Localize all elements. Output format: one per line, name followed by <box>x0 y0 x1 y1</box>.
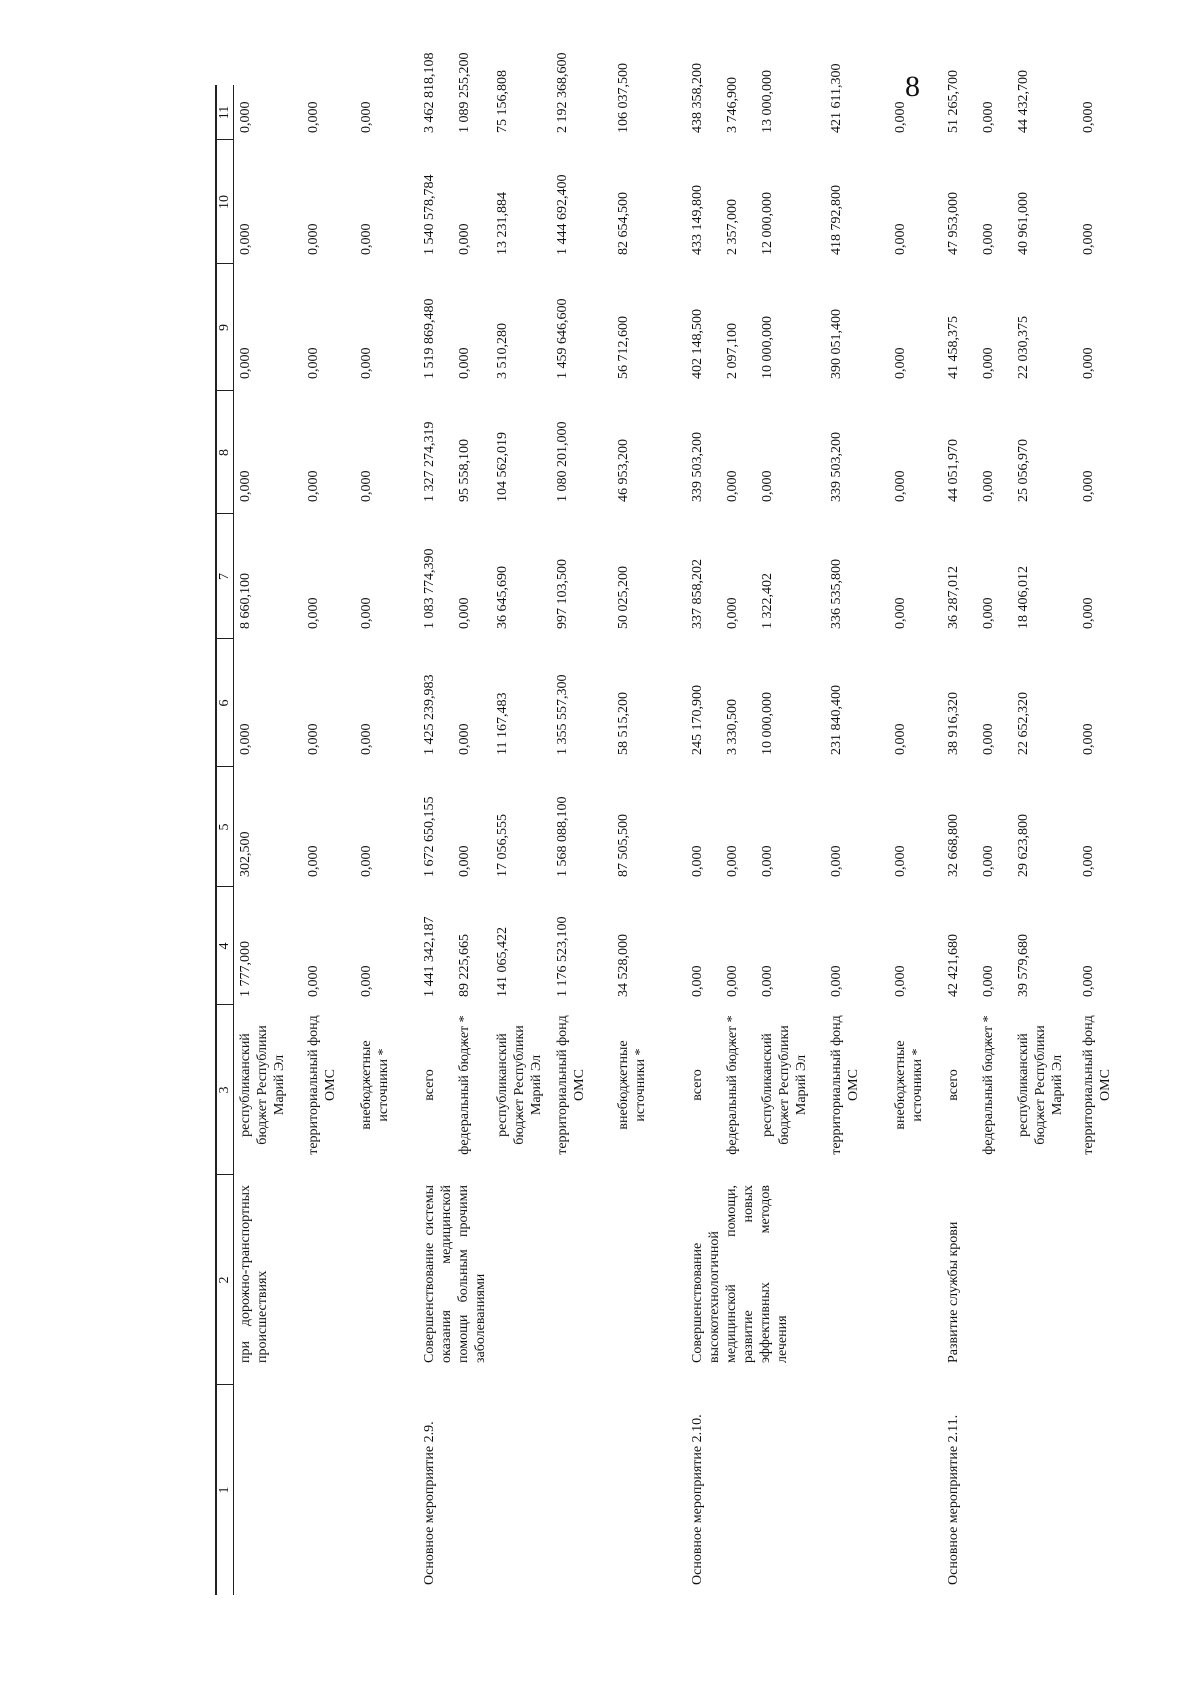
header-bottom-rule <box>233 85 234 1595</box>
amount-cell: 1 327 274,319 <box>422 421 437 502</box>
amount-cell: 32 668,800 <box>946 814 961 877</box>
measure-code: Основное мероприятие 2.10. <box>690 1414 705 1585</box>
budget-table <box>215 52 1113 1595</box>
amount-cell: 11 167,483 <box>495 692 510 755</box>
funding-source: республиканский бюджет Республики Марий Эл <box>760 1025 809 1145</box>
amount-cell: 0,000 <box>1081 347 1096 379</box>
amount-cell: 0,000 <box>306 223 321 255</box>
amount-cell: 3 330,500 <box>725 699 740 755</box>
amount-cell: 13 000,000 <box>760 70 775 133</box>
amount-cell: 41 458,375 <box>946 316 961 379</box>
amount-cell: 0,000 <box>457 597 472 629</box>
amount-cell: 0,000 <box>306 845 321 877</box>
amount-cell: 58 515,200 <box>616 692 631 755</box>
amount-cell: 0,000 <box>690 845 705 877</box>
column-header-8: 8 <box>217 449 232 456</box>
page-number: 8 <box>905 70 920 103</box>
measure-code: Основное мероприятие 2.11. <box>946 1414 961 1585</box>
amount-cell: 10 000,000 <box>760 316 775 379</box>
funding-source: территориальный фонд ОМС <box>1081 1015 1113 1155</box>
amount-cell: 1 080 201,000 <box>555 421 570 502</box>
column-header-11: 11 <box>217 105 232 120</box>
measure-code: Основное мероприятие 2.9. <box>422 1421 437 1585</box>
amount-cell: 95 558,100 <box>457 439 472 502</box>
amount-cell: 141 065,422 <box>495 927 510 997</box>
amount-cell: 245 170,900 <box>690 685 705 755</box>
measure-description: Развитие службы крови <box>946 1221 961 1363</box>
amount-cell: 0,000 <box>725 845 740 877</box>
amount-cell: 50 025,200 <box>616 566 631 629</box>
funding-source: всего <box>690 1069 705 1101</box>
amount-cell: 106 037,500 <box>616 63 631 133</box>
amount-cell: 0,000 <box>981 597 996 629</box>
amount-cell: 0,000 <box>893 723 908 755</box>
amount-cell: 421 611,300 <box>829 63 844 133</box>
amount-cell: 18 406,012 <box>1016 566 1031 629</box>
amount-cell: 22 030,375 <box>1016 316 1031 379</box>
amount-cell: 0,000 <box>306 347 321 379</box>
amount-cell: 0,000 <box>725 965 740 997</box>
measure-description: при дорожно-транспортных происшествиях <box>238 1185 270 1363</box>
amount-cell: 0,000 <box>238 347 253 379</box>
amount-cell: 231 840,400 <box>829 685 844 755</box>
amount-cell: 3 510,280 <box>495 323 510 379</box>
amount-cell: 39 579,680 <box>1016 934 1031 997</box>
amount-cell: 997 103,500 <box>555 559 570 629</box>
amount-cell: 1 672 650,155 <box>422 796 437 877</box>
amount-cell: 36 287,012 <box>946 566 961 629</box>
amount-cell: 1 568 088,100 <box>555 796 570 877</box>
amount-cell: 34 528,000 <box>616 934 631 997</box>
amount-cell: 0,000 <box>981 223 996 255</box>
amount-cell: 0,000 <box>238 223 253 255</box>
amount-cell: 0,000 <box>829 845 844 877</box>
amount-cell: 104 562,019 <box>495 432 510 502</box>
amount-cell: 0,000 <box>238 723 253 755</box>
amount-cell: 12 000,000 <box>760 192 775 255</box>
amount-cell: 38 916,320 <box>946 692 961 755</box>
amount-cell: 75 156,808 <box>495 70 510 133</box>
amount-cell: 0,000 <box>893 965 908 997</box>
amount-cell: 10 000,000 <box>760 692 775 755</box>
amount-cell: 1 777,000 <box>238 941 253 997</box>
amount-cell: 0,000 <box>893 101 908 133</box>
amount-cell: 0,000 <box>306 101 321 133</box>
funding-source: внебюджетные источники * <box>359 1040 391 1130</box>
amount-cell: 0,000 <box>359 597 374 629</box>
amount-cell: 46 953,200 <box>616 439 631 502</box>
amount-cell: 3 746,900 <box>725 77 740 133</box>
amount-cell: 42 421,680 <box>946 934 961 997</box>
amount-cell: 0,000 <box>981 470 996 502</box>
amount-cell: 2 192 368,600 <box>555 52 570 133</box>
amount-cell: 0,000 <box>359 723 374 755</box>
funding-source: внебюджетные источники * <box>616 1040 648 1130</box>
amount-cell: 0,000 <box>1081 101 1096 133</box>
amount-cell: 0,000 <box>306 965 321 997</box>
amount-cell: 1 425 239,983 <box>422 674 437 755</box>
amount-cell: 87 505,500 <box>616 814 631 877</box>
amount-cell: 1 176 523,100 <box>555 916 570 997</box>
amount-cell: 89 225,665 <box>457 934 472 997</box>
amount-cell: 0,000 <box>981 723 996 755</box>
amount-cell: 0,000 <box>457 347 472 379</box>
amount-cell: 0,000 <box>1081 597 1096 629</box>
amount-cell: 1 519 869,480 <box>422 298 437 379</box>
funding-source: территориальный фонд ОМС <box>829 1015 861 1155</box>
amount-cell: 0,000 <box>457 845 472 877</box>
amount-cell: 44 432,700 <box>1016 70 1031 133</box>
amount-cell: 0,000 <box>893 597 908 629</box>
amount-cell: 0,000 <box>760 470 775 502</box>
amount-cell: 13 231,884 <box>495 192 510 255</box>
amount-cell: 0,000 <box>893 470 908 502</box>
column-header-1: 1 <box>217 1486 232 1494</box>
amount-cell: 40 961,000 <box>1016 192 1031 255</box>
amount-cell: 0,000 <box>1081 965 1096 997</box>
amount-cell: 339 503,200 <box>829 432 844 502</box>
amount-cell: 8 660,100 <box>238 573 253 629</box>
amount-cell: 0,000 <box>238 101 253 133</box>
amount-cell: 1 089 255,200 <box>457 52 472 133</box>
amount-cell: 0,000 <box>306 470 321 502</box>
amount-cell: 0,000 <box>1081 223 1096 255</box>
measure-description: Совершенствование системы оказания медицинской помощи больным прочими заболеваниями <box>422 1185 488 1363</box>
amount-cell: 433 149,800 <box>690 185 705 255</box>
amount-cell: 336 535,800 <box>829 559 844 629</box>
funding-source: республиканский бюджет Республики Марий Эл <box>238 1025 287 1145</box>
amount-cell: 2 357,000 <box>725 199 740 255</box>
amount-cell: 0,000 <box>359 347 374 379</box>
column-header-5: 5 <box>217 823 232 831</box>
amount-cell: 1 355 557,300 <box>555 674 570 755</box>
amount-cell: 0,000 <box>760 845 775 877</box>
amount-cell: 0,000 <box>359 965 374 997</box>
amount-cell: 3 462 818,108 <box>422 52 437 133</box>
amount-cell: 0,000 <box>1081 470 1096 502</box>
amount-cell: 44 051,970 <box>946 439 961 502</box>
column-header-7: 7 <box>217 573 232 580</box>
amount-cell: 302,500 <box>238 831 253 877</box>
amount-cell: 0,000 <box>893 347 908 379</box>
amount-cell: 0,000 <box>1081 845 1096 877</box>
amount-cell: 2 097,100 <box>725 323 740 379</box>
amount-cell: 0,000 <box>359 223 374 255</box>
amount-cell: 0,000 <box>306 597 321 629</box>
column-header-10: 10 <box>217 195 232 209</box>
amount-cell: 47 953,000 <box>946 192 961 255</box>
amount-cell: 1 540 578,784 <box>422 174 437 255</box>
amount-cell: 17 056,555 <box>495 814 510 877</box>
funding-source: всего <box>422 1069 437 1101</box>
amount-cell: 0,000 <box>457 223 472 255</box>
funding-source: всего <box>946 1069 961 1101</box>
amount-cell: 0,000 <box>760 965 775 997</box>
amount-cell: 0,000 <box>981 101 996 133</box>
funding-source: внебюджетные источники * <box>893 1040 925 1130</box>
funding-source: федеральный бюджет * <box>725 1015 740 1155</box>
column-header-4: 4 <box>217 942 232 950</box>
amount-cell: 0,000 <box>981 845 996 877</box>
column-header-6: 6 <box>217 699 232 707</box>
column-header-9: 9 <box>217 324 232 331</box>
amount-cell: 0,000 <box>981 965 996 997</box>
funding-source: федеральный бюджет * <box>457 1015 472 1155</box>
amount-cell: 0,000 <box>893 845 908 877</box>
amount-cell: 0,000 <box>725 597 740 629</box>
column-header-3: 3 <box>217 1086 232 1094</box>
amount-cell: 0,000 <box>306 723 321 755</box>
amount-cell: 0,000 <box>359 101 374 133</box>
funding-source: республиканский бюджет Республики Марий Эл <box>1016 1025 1065 1145</box>
amount-cell: 82 654,500 <box>616 192 631 255</box>
amount-cell: 1 444 692,400 <box>555 174 570 255</box>
amount-cell: 438 358,200 <box>690 63 705 133</box>
amount-cell: 0,000 <box>359 470 374 502</box>
amount-cell: 0,000 <box>725 470 740 502</box>
amount-cell: 0,000 <box>359 845 374 877</box>
amount-cell: 51 265,700 <box>946 70 961 133</box>
amount-cell: 1 083 774,390 <box>422 548 437 629</box>
funding-source: республиканский бюджет Республики Марий Эл <box>495 1025 544 1145</box>
funding-source: территориальный фонд ОМС <box>306 1015 338 1155</box>
amount-cell: 0,000 <box>1081 723 1096 755</box>
amount-cell: 339 503,200 <box>690 432 705 502</box>
amount-cell: 36 645,690 <box>495 566 510 629</box>
amount-cell: 0,000 <box>457 723 472 755</box>
amount-cell: 22 652,320 <box>1016 692 1031 755</box>
funding-source: федеральный бюджет * <box>981 1015 996 1155</box>
amount-cell: 1 459 646,600 <box>555 298 570 379</box>
amount-cell: 418 792,800 <box>829 185 844 255</box>
funding-source: территориальный фонд ОМС <box>555 1015 587 1155</box>
measure-description: Совершенствование высокотехнологичной медицинской помощи, развитие новых эффективных методов лечения <box>690 1185 790 1363</box>
amount-cell: 29 623,800 <box>1016 814 1031 877</box>
column-header-2: 2 <box>217 1276 232 1284</box>
amount-cell: 0,000 <box>829 965 844 997</box>
amount-cell: 56 712,600 <box>616 316 631 379</box>
amount-cell: 0,000 <box>981 347 996 379</box>
amount-cell: 0,000 <box>893 223 908 255</box>
amount-cell: 1 322,402 <box>760 573 775 629</box>
amount-cell: 0,000 <box>238 470 253 502</box>
amount-cell: 1 441 342,187 <box>422 916 437 997</box>
amount-cell: 402 148,500 <box>690 309 705 379</box>
amount-cell: 337 858,202 <box>690 559 705 629</box>
amount-cell: 390 051,400 <box>829 309 844 379</box>
amount-cell: 25 056,970 <box>1016 439 1031 502</box>
amount-cell: 0,000 <box>690 965 705 997</box>
